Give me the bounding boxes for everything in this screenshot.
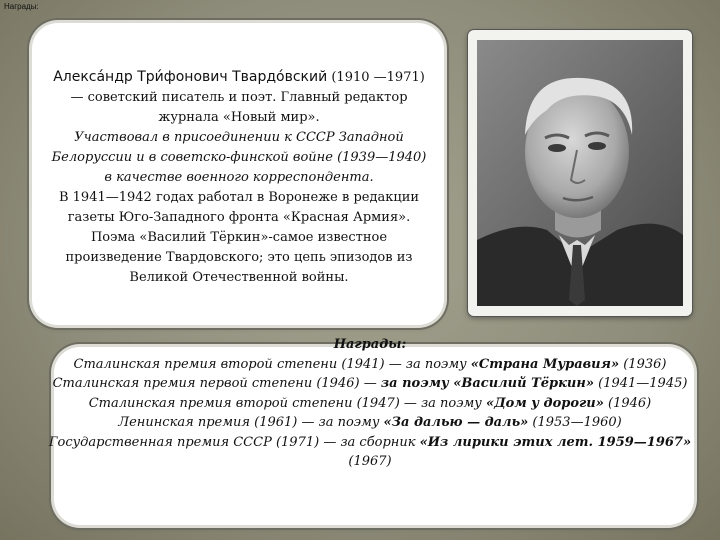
award-prefix: Государственная премия СССР (1971) — за сборник xyxy=(48,434,420,450)
award-suffix: (1967) xyxy=(348,454,392,469)
award-item xyxy=(40,394,700,414)
bio-years: (1910 —1971) xyxy=(331,70,425,85)
award-item xyxy=(40,355,700,375)
bio-poem: Поэма «Василий Тёркин»-самое известное произведение Твардовского; это цепь эпизодов из Великой Отечественной войны. xyxy=(65,230,413,285)
bio-intro: — советский писатель и поэт. Главный редактор журнала «Новый мир». xyxy=(70,90,408,125)
award-work: «За далью — даль» xyxy=(383,415,529,430)
award-work: за поэму «Василий Тёркин» xyxy=(380,376,594,391)
award-item xyxy=(40,433,700,472)
bio-war-service: Участвовал в присоединении к СССР Западной Белоруссии и в советско-финской войне (1939—1940) в качестве военного корреспондента. xyxy=(51,130,427,185)
award-suffix: (1953—1960) xyxy=(528,415,622,430)
award-work: «Из лирики этих лет. 1959—1967» xyxy=(419,434,692,450)
award-item xyxy=(40,374,700,394)
bio-name: Алекса́ндр Три́фонович Твардо́вский xyxy=(53,69,328,85)
award-prefix: Сталинская премия второй степени (1947) — за поэму xyxy=(88,395,486,411)
portrait-photo-icon xyxy=(477,40,683,306)
award-work: «Страна Муравия» xyxy=(470,356,620,372)
award-prefix: Ленинская премия (1961) — за поэму xyxy=(118,415,384,430)
award-work: «Дом у дороги» xyxy=(485,395,604,411)
award-prefix: Сталинская премия второй степени (1941) — за поэму xyxy=(73,356,471,372)
award-suffix: (1936) xyxy=(619,356,667,372)
awards-title: Награды: xyxy=(333,337,407,352)
award-suffix: (1946) xyxy=(603,395,652,411)
corner-label: Награды: xyxy=(4,2,39,11)
bio-text xyxy=(50,67,428,288)
award-item xyxy=(40,413,700,433)
award-suffix: (1941—1945) xyxy=(593,376,688,391)
award-prefix: Сталинская премия первой степени (1946) — xyxy=(52,376,381,391)
portrait-frame xyxy=(468,30,692,316)
bio-voronezh: В 1941—1942 годах работал в Воронеже в редакции газеты Юго-Западного фронта «Красная Армия». xyxy=(58,190,420,225)
awards-text xyxy=(40,335,700,472)
